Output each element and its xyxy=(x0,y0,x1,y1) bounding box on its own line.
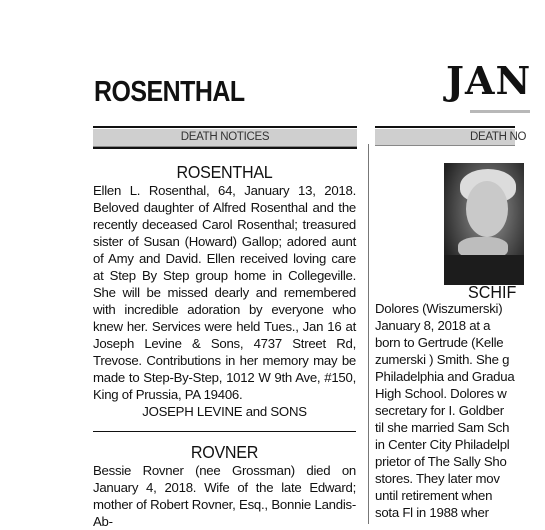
text-line: January 8, 2018 at a xyxy=(375,318,491,333)
text-line: stores. They later mov xyxy=(375,471,500,486)
notice-title: ROSENTHAL xyxy=(176,162,273,182)
masthead-date: JAN xyxy=(446,58,532,103)
text-line: secretary for I. Goldber xyxy=(375,403,504,418)
column-divider xyxy=(368,144,369,524)
text-line: born to Gertrude (Kelle xyxy=(375,335,504,350)
notice-rovner xyxy=(93,442,356,530)
notice-title-right: SCHIF xyxy=(468,282,517,302)
text-line: sota Fl in 1988 wher xyxy=(375,505,489,520)
funeral-home-signature: JOSEPH LEVINE and SONS xyxy=(142,404,307,419)
notice-body: Bessie Rovner (nee Grossman) died on January 4, 2018. Wife of the late Edward; mother of Robert Rovner, Esq., Bonnie Landis-Ab- xyxy=(93,463,356,529)
left-top-rule xyxy=(93,126,357,128)
text-line: til she married Sam Sch xyxy=(375,420,510,435)
right-top-rule xyxy=(375,126,515,128)
text-line: Philadelphia and Gradua xyxy=(375,369,515,384)
notice-title: ROVNER xyxy=(190,442,259,462)
death-notices-band-left: DEATH NOTICES xyxy=(93,129,357,147)
death-notices-band-right: DEATH NO xyxy=(375,129,515,146)
text-line: prietor of The Sally Sho xyxy=(375,454,507,469)
notice-divider xyxy=(93,431,356,432)
notice-rosenthal xyxy=(93,162,356,420)
text-line: zumerski ) Smith. She g xyxy=(375,352,510,367)
text-line: High School. Dolores w xyxy=(375,386,507,401)
text-line: in Center City Philadelpl xyxy=(375,437,510,452)
text-line: until retirement when xyxy=(375,488,493,503)
notice-body-right xyxy=(375,300,545,521)
notice-body: Ellen L. Rosenthal, 64, January 13, 2018. Beloved daughter of Alfred Rosenthal and the recently deceased Carol Rosenthal; treasured sister of Susan (Howard) Gallop; adored aunt of Amy and David. Ellen received loving care at Step By Step group home in Collegeville. She will be missed dearly and remembered with incredible adoration by everyone who knew her. Services were held Tues., Jan 16 at Joseph Levine & Sons, 4737 Street Rd, Trevose. Contributions in her memory may be made to Step-By-Step, 1012 W 9th Ave, #150, King of Prussia, PA 19406. xyxy=(93,183,356,402)
page-title: ROSENTHAL xyxy=(94,76,245,108)
left-band-underline xyxy=(93,147,357,149)
obituary-photo xyxy=(444,163,524,281)
masthead-underline xyxy=(470,110,530,113)
text-line: Dolores (Wiszumerski) xyxy=(375,301,503,316)
